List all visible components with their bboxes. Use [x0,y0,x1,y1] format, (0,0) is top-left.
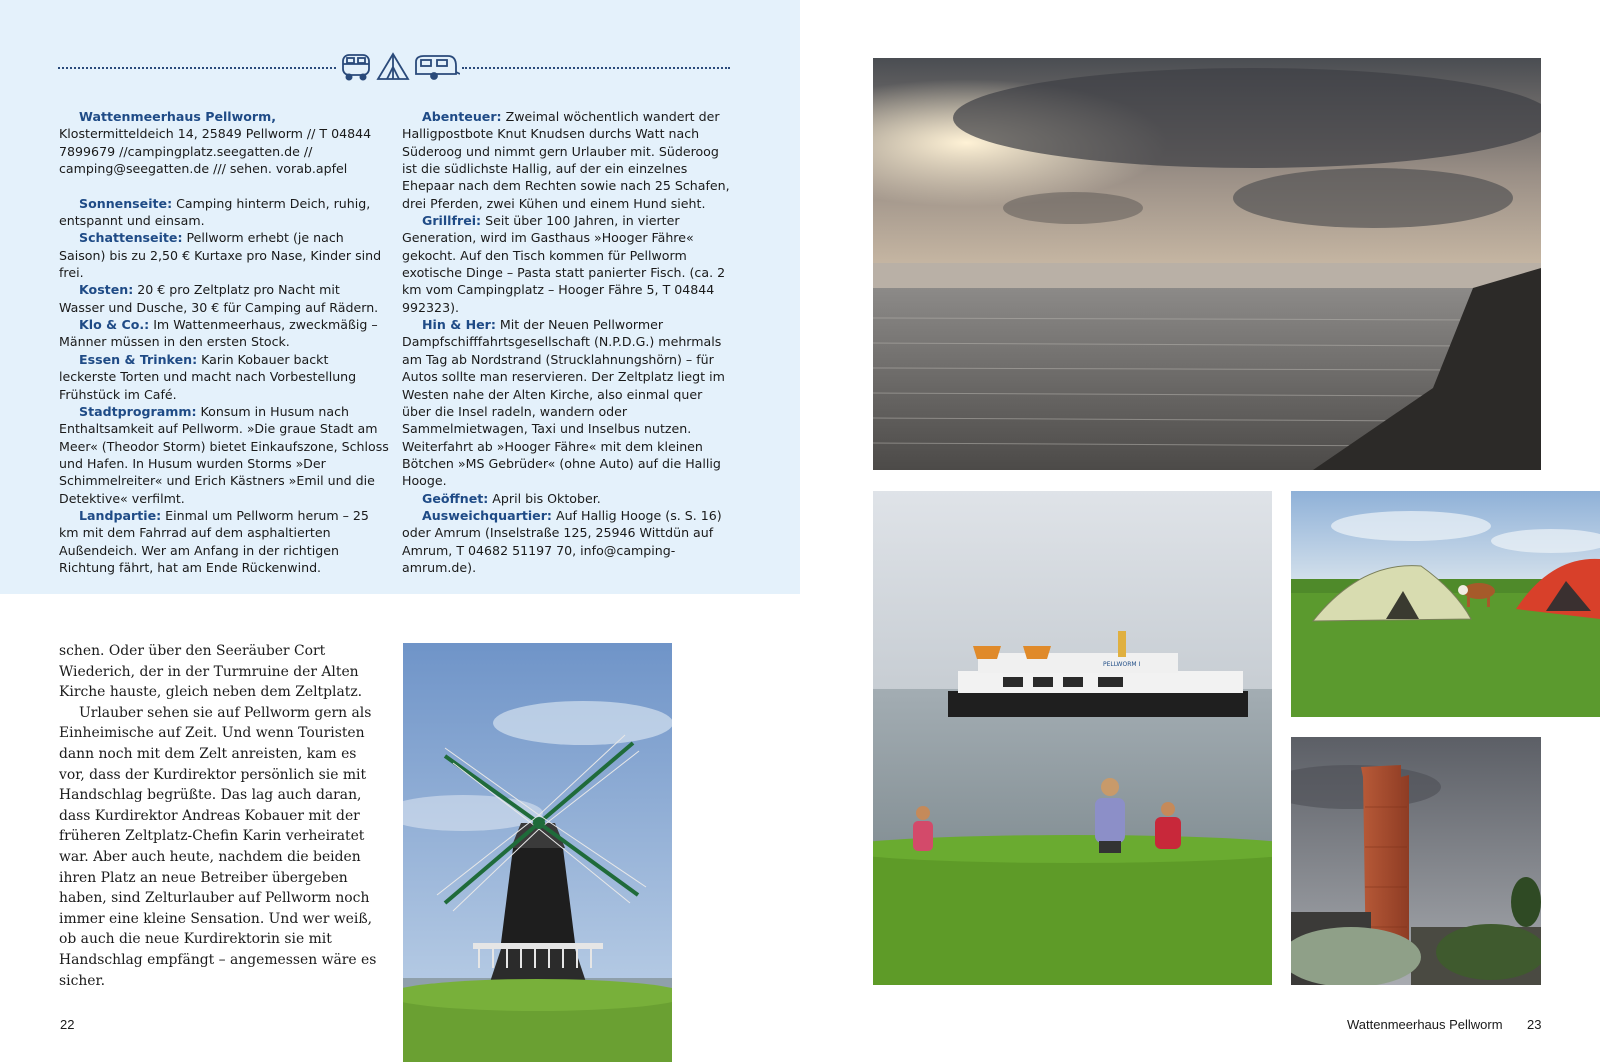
ferry-photo [873,491,1272,985]
info-entry-hin-her: Hin & Her: Mit der Neuen Pellwormer Dampfschifffahrtsgesellschaft (N.P.D.G.) mehrmals am Tag ab Nordstrand (Strucklahnungshörn) – für Autos sollte man reservieren. Der Zeltplatz liegt im Westen nahe der Alten Kirche, also einmal quer über die Insel radeln, wandern oder Sammelmietwagen, Taxi und Inselbus nutzen. Weiterfahrt ab »Hooger Fähre« mit dem kleinen Bötchen »MS Gebrüder« (ohne Auto) auf die Hallig Hooge. [402,317,725,489]
windmill-photo [403,643,672,1062]
dotted-line-right [462,67,730,69]
dotted-divider [58,52,730,82]
caravan-icon [416,56,460,79]
page-number-left: 22 [60,1017,75,1032]
running-title: Wattenmeerhaus Pellworm [1347,1017,1503,1032]
info-entry-stadtprogramm: Stadtprogramm: Konsum in Husum nach Enthaltsamkeit auf Pellworm. »Die graue Stadt am Meer« (Theodor Storm) bietet Einkaufszone, Schloss und Hafen. In Husum wurden Storms »Der Schimmelreiter« und Erich Kästners »Emil und die Detektive« verfilmt. [59,403,389,506]
info-entry-schattenseite: Schattenseite: Pellworm erhebt (je nach Saison) bis zu 2,50 € Kurtaxe pro Nase, Kinder sind frei. [59,230,382,281]
dotted-line-left [58,67,336,69]
info-box [0,0,800,594]
info-entry-geoeffnet: Geöffnet: April bis Oktober. [422,490,601,506]
body-paragraph: Urlauber sehen sie auf Pellworm gern als Einheimische auf Zeit. Und wenn Touristen dann noch mit dem Zelt anreisten, kam es vor, dass der Kurdirektor persönlich sie mit Handschlag begrüßte. Das lag auch daran, dass Kurdirektor Andreas Kobauer mit der früheren Zeltplatz-Chefin Karin verheiratet war. Aber auch heute, nachdem die beiden ihren Platz an neue Betreiber übergeben haben, sind Zelturlauber auf Pellworm noch immer eine kleine Sensation. Und wer weiß, ob auch die neue Kurdirektorin sie mit Handschlag empfängt – angemessen wäre es sicher. [59,704,377,989]
info-entry-klo: Klo & Co.: Im Wattenmeerhaus, zweckmäßig – Männer müssen in den ersten Stock. [59,317,378,350]
info-entry-ausweichquartier: Ausweichquartier: Auf Hallig Hooge (s. S. 16) oder Amrum (Inselstraße 125, 25946 Wittdün auf Amrum, T 04682 51197 70, info@camping-amrum.de). [402,507,722,575]
body-paragraph: schen. Oder über den Seeräuber Cort Wiederich, der in der Turmruine der Alten Kirche hauste, gleich neben dem Zeltplatz. [59,643,363,701]
info-column-right [402,108,732,576]
page-number-right: 23 [1527,1017,1542,1032]
ferry-name: PELLWORM I [1103,661,1141,668]
tent-field-photo [1291,491,1600,717]
tower-ruin-photo [1291,737,1541,985]
info-entry-essen: Essen & Trinken: Karin Kobauer backt leckerste Torten und macht nach Vorbestellung Frühstück im Café. [59,351,357,402]
info-entry-abenteuer: Abenteuer: Zweimal wöchentlich wandert der Halligpostbote Knut Knudsen durchs Watt nach Süderoog und nimmt gern Urlauber mit. Süderoog ist die südlichste Hallig, auf der ein einzelnes Ehepaar nach dem Rechten sowie nach 25 Schafen, drei Pferden, zwei Kühen und einem Hund sieht. [402,109,730,211]
info-entry-address: Wattenmeerhaus Pellworm, Klostermitteldeich 14, 25849 Pellworm // T 04844 7899679 //campingplatz.seegatten.de // camping@seegatten.de /// sehen. vorab.apfel [59,109,372,177]
body-text [59,641,385,991]
divider-icons [340,52,460,82]
van-icon [343,55,369,80]
info-entry-landpartie: Landpartie: Einmal um Pellworm herum – 25 km mit dem Fahrrad auf dem asphaltierten Außendeich. Wer am Anfang in der richtigen Richtung fährt, hat am Ende Rückenwind. [59,507,369,575]
wadden-sunset-photo [873,58,1541,470]
info-entry-grillfrei: Grillfrei: Seit über 100 Jahren, in vierter Generation, wird im Gasthaus »Hooger Fähre« gekocht. Auf den Tisch kommen für Pellworm exotische Dinge – Pasta statt panierter Fisch. (ca. 2 km vom Campingplatz – Hooger Fähre 5, T 04844 992323). [402,213,726,315]
info-entry-kosten: Kosten: 20 € pro Zeltplatz pro Nacht mit Wasser und Dusche, 30 € für Camping auf Rädern. [59,282,379,315]
tent-icon [378,54,408,79]
info-entry-sonnenseite: Sonnenseite: Camping hinterm Deich, ruhig, entspannt und einsam. [59,195,371,229]
info-column-left [59,108,389,576]
